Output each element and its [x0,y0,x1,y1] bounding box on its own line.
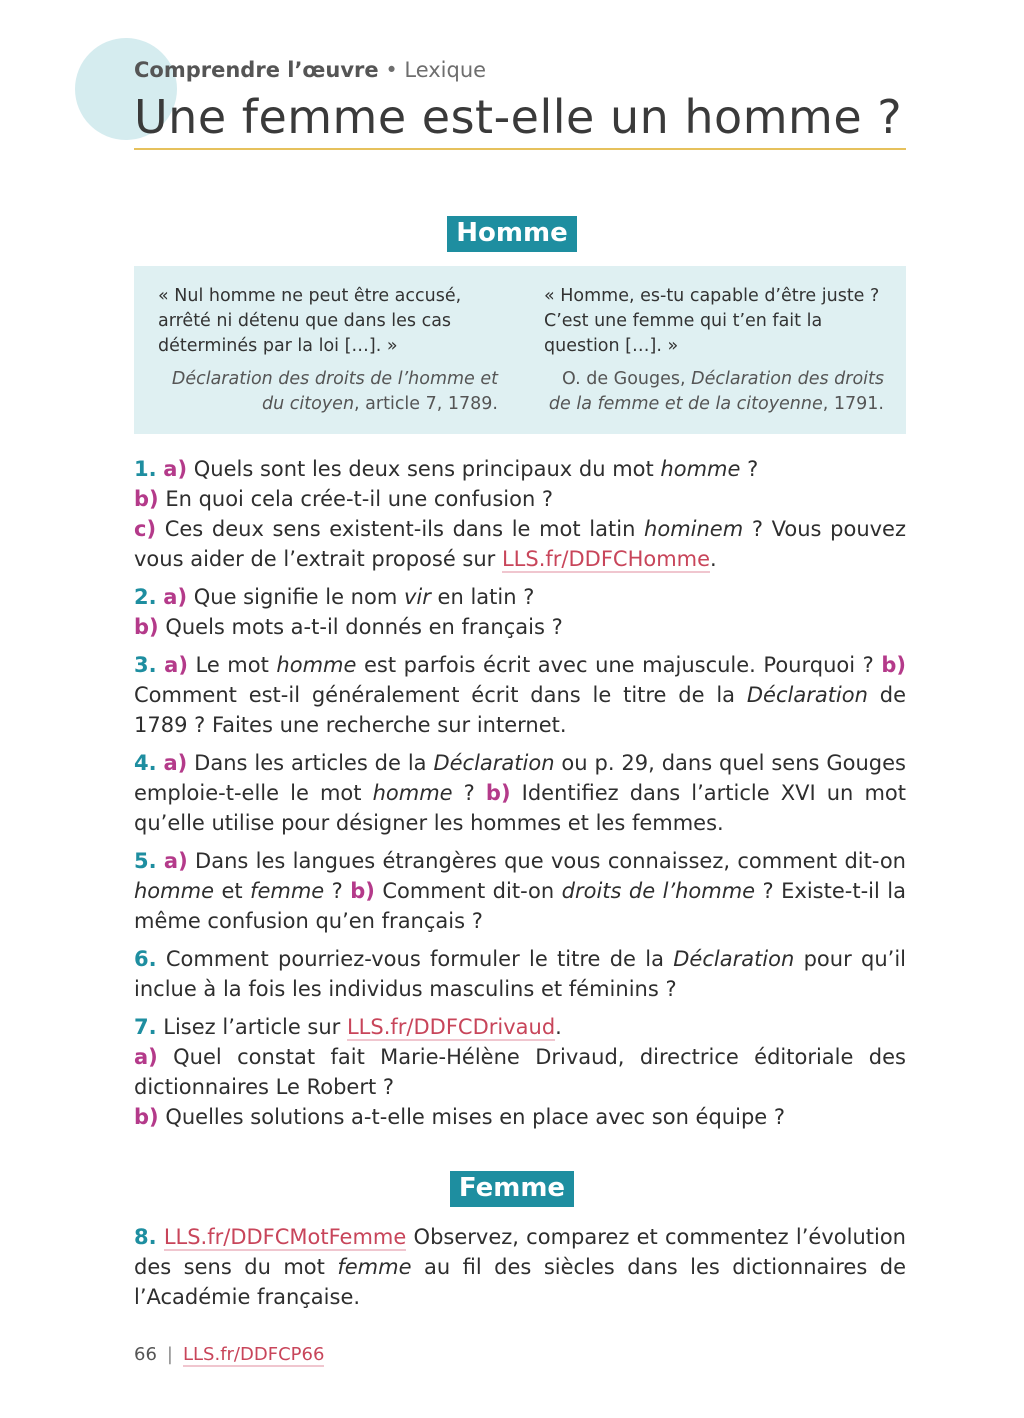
question-text: Quel constat fait Marie-Hélène Drivaud, directrice éditoriale des dictionnaires Le Robert ? [134,1045,906,1099]
question-emphasis: droits de l’homme [561,879,756,903]
question-emphasis: hominem [644,517,744,541]
question-text: ? [452,781,486,805]
link-ddfc-homme[interactable]: LLS.fr/DDFCHomme [501,547,711,571]
question-number: 6. [134,947,157,971]
quote-source-details: , article 7, 1789. [354,394,498,414]
sub-label: a) [163,751,188,775]
page-title: Une femme est-elle un homme ? [134,90,903,144]
question-text: En quoi cela crée-t-il une confusion ? [158,487,554,511]
sub-label: c) [134,517,157,541]
page-footer [134,1344,324,1365]
sub-label: a) [163,457,188,481]
question-5 [134,846,906,936]
question-emphasis: Déclaration [746,683,868,707]
question-text: et [214,879,251,903]
question-7 [134,1012,906,1132]
quote-source [158,367,498,417]
question-number: 4. [134,751,157,775]
question-text: . [555,1015,562,1039]
kicker-subsection: • Lexique [378,58,487,82]
question-2 [134,582,906,642]
question-text: Quels sont les deux sens principaux du mot [187,457,661,481]
section-heading-homme [0,216,1024,252]
question-text: Lisez l’article sur [156,1015,347,1039]
question-number: 3. [134,653,157,677]
question-1 [134,454,906,574]
question-emphasis: Déclaration [673,947,795,971]
question-text: . [710,547,717,571]
quote-source-details: , 1791. [822,394,884,414]
question-text: Comment pourriez-vous formuler le titre de la [156,947,674,971]
quote-source-title: Déclaration des droits de l’homme et du citoyen [171,369,498,414]
quotes-box [134,266,906,434]
chapter-kicker [134,58,486,82]
questions-list [134,454,906,1140]
question-text: Ces deux sens existent-ils dans le mot latin [156,517,645,541]
question-text: Dans les articles de la [187,751,434,775]
sub-label: b) [350,879,375,903]
question-emphasis: homme [372,781,453,805]
question-3 [134,650,906,740]
quote-declaration-1789 [158,284,498,417]
section-heading-label: Femme [450,1171,574,1207]
question-text: Comment est-il généralement écrit dans le titre de la [134,683,747,707]
question-text: Observez, comparez et commentez l’évolution des sens du mot [134,1225,906,1279]
quote-text: « Homme, es-tu capable d’être juste ? C’est une femme qui t’en fait la question […]. » [544,286,880,356]
question-text: en latin ? [430,585,535,609]
question-emphasis: femme [337,1255,412,1279]
question-text: Comment dit-on [374,879,562,903]
sub-label: b) [134,487,159,511]
question-number: 5. [134,849,157,873]
sub-label: a) [164,653,188,677]
title-underline [134,148,906,150]
sub-label: b) [485,781,511,805]
question-number: 7. [134,1015,157,1039]
question-number: 8. [134,1225,157,1249]
question-emphasis: femme [250,879,325,903]
question-text: Identifiez dans l’article XVI un mot qu’elle utilise pour désigner les hommes et les femmes. [134,781,906,835]
link-ddfc-drivaud[interactable]: LLS.fr/DDFCDrivaud [346,1015,556,1039]
question-emphasis: homme [276,653,357,677]
question-text: Dans les langues étrangères que vous connaissez, comment dit-on [187,849,906,873]
question-text: ? [740,457,759,481]
kicker-section: Comprendre l’œuvre [134,58,379,82]
quote-gouges-1791 [544,284,884,417]
question-text: ? [324,879,351,903]
quote-source [544,367,884,417]
link-ddfc-p66[interactable]: LLS.fr/DDFCP66 [182,1344,325,1365]
question-text: ? Vous pouvez vous aider de l’extrait proposé sur [134,517,906,571]
sub-label: a) [163,849,188,873]
sub-label: b) [134,1105,159,1129]
question-text: ou p. 29, dans quel sens Gouges emploie-t-elle le mot [134,751,906,805]
sub-label: a) [163,585,188,609]
question-emphasis: homme [134,879,214,903]
sub-label: b) [881,653,906,677]
question-text: ? Existe-t-il la même confusion qu’en français ? [134,879,906,933]
question-8 [134,1222,906,1312]
question-emphasis: homme [660,457,741,481]
section-heading-label: Homme [447,216,576,252]
link-ddfc-mot-femme[interactable]: LLS.fr/DDFCMotFemme [163,1225,407,1249]
question-text: Le mot [187,653,277,677]
page-number: 66 [134,1344,157,1365]
question-4 [134,748,906,838]
sub-label: b) [134,615,159,639]
question-emphasis: Déclaration [433,751,555,775]
question-text: au fil des siècles dans les dictionnaires de l’Académie française. [134,1255,906,1309]
question-number: 1. [134,457,157,481]
question-text: pour qu’il inclue à la fois les individus masculins et féminins ? [134,947,906,1001]
quote-source-author: O. de Gouges, [562,369,692,389]
question-text: Quels mots a-t-il donnés en français ? [158,615,563,639]
question-text: de 1789 ? Faites une recherche sur internet. [134,683,906,737]
question-text: Que signifie le nom [187,585,404,609]
section-heading-femme [0,1171,1024,1207]
question-emphasis: vir [403,585,431,609]
sub-label: a) [134,1045,158,1069]
quote-source-title: Déclaration des droits de la femme et de la citoyenne [548,369,884,414]
question-number: 2. [134,585,157,609]
question-text: Quelles solutions a-t-elle mises en place avec son équipe ? [158,1105,786,1129]
question-text: est parfois écrit avec une majuscule. Pourquoi ? [356,653,882,677]
quote-text: « Nul homme ne peut être accusé, arrêté ni détenu que dans les cas déterminés par la loi […]. » [158,286,462,356]
footer-separator: | [166,1344,173,1365]
question-6 [134,944,906,1004]
